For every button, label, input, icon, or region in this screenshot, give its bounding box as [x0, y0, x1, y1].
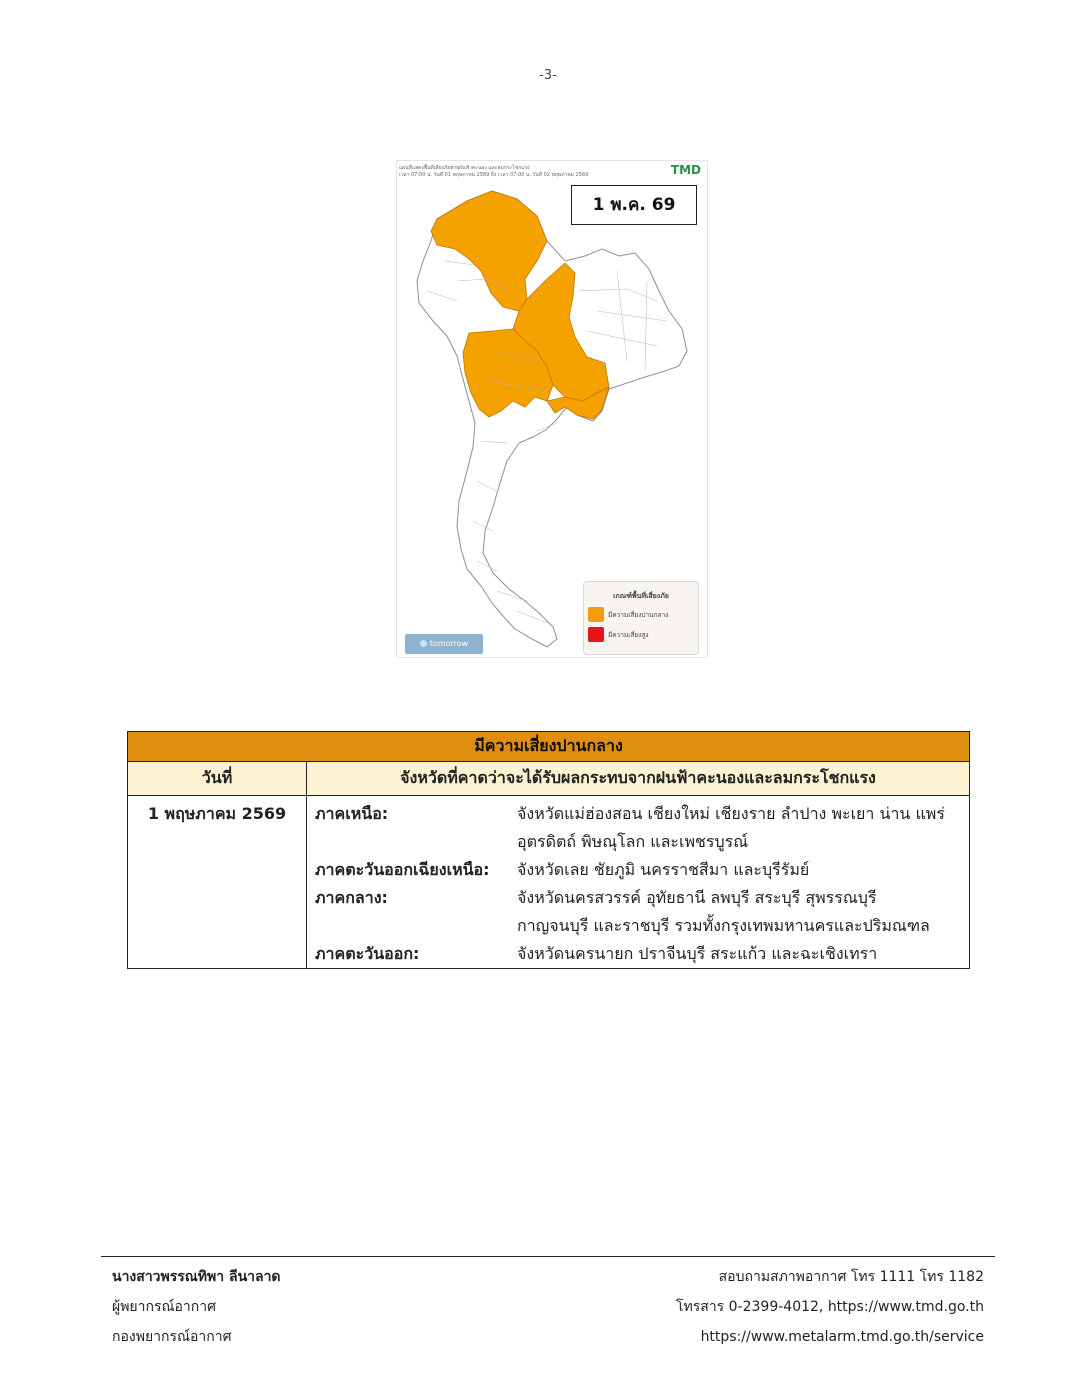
- region-name: ภาคกลาง:: [315, 888, 388, 907]
- provider-logo-icon: [420, 640, 427, 647]
- page-number: -3-: [539, 68, 557, 83]
- region-provinces: [517, 940, 961, 968]
- legend-item-high: [588, 627, 698, 642]
- thailand-outline: [417, 191, 687, 647]
- table-row: [128, 796, 970, 969]
- provider-name: tomorrow: [429, 639, 469, 648]
- region-line: จังหวัดนครนายก ปราจีนบุรี สระแก้ว และฉะเชิงเทรา: [517, 944, 878, 963]
- legend-label-high: มีความเสี่ยงสูง: [608, 630, 649, 639]
- region-central: [315, 884, 961, 940]
- contact-phone: สอบถามสภาพอากาศ โทร 1111 โทร 1182: [718, 1269, 984, 1285]
- region-line: จังหวัดแม่ฮ่องสอน เชียงใหม่ เชียงราย ลำปาง พะเยา น่าน แพร่: [517, 804, 945, 823]
- region-provinces: [517, 884, 961, 940]
- map-header: [399, 165, 639, 179]
- forecaster-division: กองพยากรณ์อากาศ: [112, 1329, 232, 1345]
- region-line: จังหวัดนครสวรรค์ อุทัยธานี ลพบุรี สระบุรี สุพรรณบุรี: [517, 888, 877, 907]
- column-header-provinces: จังหวัดที่คาดว่าจะได้รับผลกระทบจากฝนฟ้าคะนองและลมกระโชกแรง: [307, 762, 970, 796]
- tmd-logo: TMD: [670, 163, 701, 177]
- footer-divider: [101, 1256, 995, 1257]
- region-name: ภาคเหนือ:: [315, 804, 389, 823]
- map-date-label: 1 พ.ค. 69: [571, 185, 697, 225]
- contact-fax-website: โทรสาร 0-2399-4012, https://www.tmd.go.th: [676, 1299, 984, 1315]
- region-provinces: [517, 800, 961, 856]
- region-east: [315, 940, 961, 968]
- map-header-line2: เวลา 07:00 น. วันที่ 01 พฤษภาคม 2569 ถึง เวลา 07:00 น. วันที่ 02 พฤษภาคม 2569: [399, 172, 589, 178]
- risk-table: [127, 731, 970, 969]
- region-line: อุตรดิตถ์ พิษณุโลก และเพชรบูรณ์: [517, 832, 749, 851]
- legend-swatch-medium: [588, 607, 604, 622]
- footer-signatory: [112, 1262, 281, 1352]
- legend-item-medium: [588, 607, 698, 622]
- region-north: [315, 800, 961, 856]
- risk-map: [396, 160, 708, 658]
- region-name: ภาคตะวันออก:: [315, 944, 420, 963]
- forecaster-name: นางสาวพรรณทิพา ลีนาลาด: [112, 1269, 281, 1285]
- provider-badge: [405, 634, 483, 654]
- legend-swatch-high: [588, 627, 604, 642]
- legend-title: เกณฑ์พื้นที่เสี่ยงภัย: [613, 592, 669, 600]
- contact-service-link[interactable]: https://www.metalarm.tmd.go.th/service: [700, 1329, 984, 1345]
- region-line: จังหวัดเลย ชัยภูมิ นครราชสีมา และบุรีรัมย์: [517, 860, 810, 879]
- row-date: 1 พฤษภาคม 2569: [128, 796, 307, 969]
- region-name: ภาคตะวันออกเฉียงเหนือ:: [315, 860, 490, 879]
- forecaster-title: ผู้พยากรณ์อากาศ: [112, 1299, 216, 1315]
- footer-contact: [676, 1262, 984, 1352]
- region-provinces: [517, 856, 961, 884]
- region-line: กาญจนบุรี และราชบุรี รวมทั้งกรุงเทพมหานครและปริมณฑล: [517, 916, 930, 935]
- risk-table-title: มีความเสี่ยงปานกลาง: [128, 732, 970, 762]
- map-header-line1: แผนที่แสดงพื้นที่เสี่ยงภัยพายุฝนฟ้าคะนอง และลมกระโชกแรง: [399, 165, 530, 171]
- region-northeast: [315, 856, 961, 884]
- map-legend: [583, 581, 699, 655]
- row-regions: [307, 796, 970, 969]
- legend-label-medium: มีความเสี่ยงปานกลาง: [608, 610, 669, 619]
- column-header-date: วันที่: [128, 762, 307, 796]
